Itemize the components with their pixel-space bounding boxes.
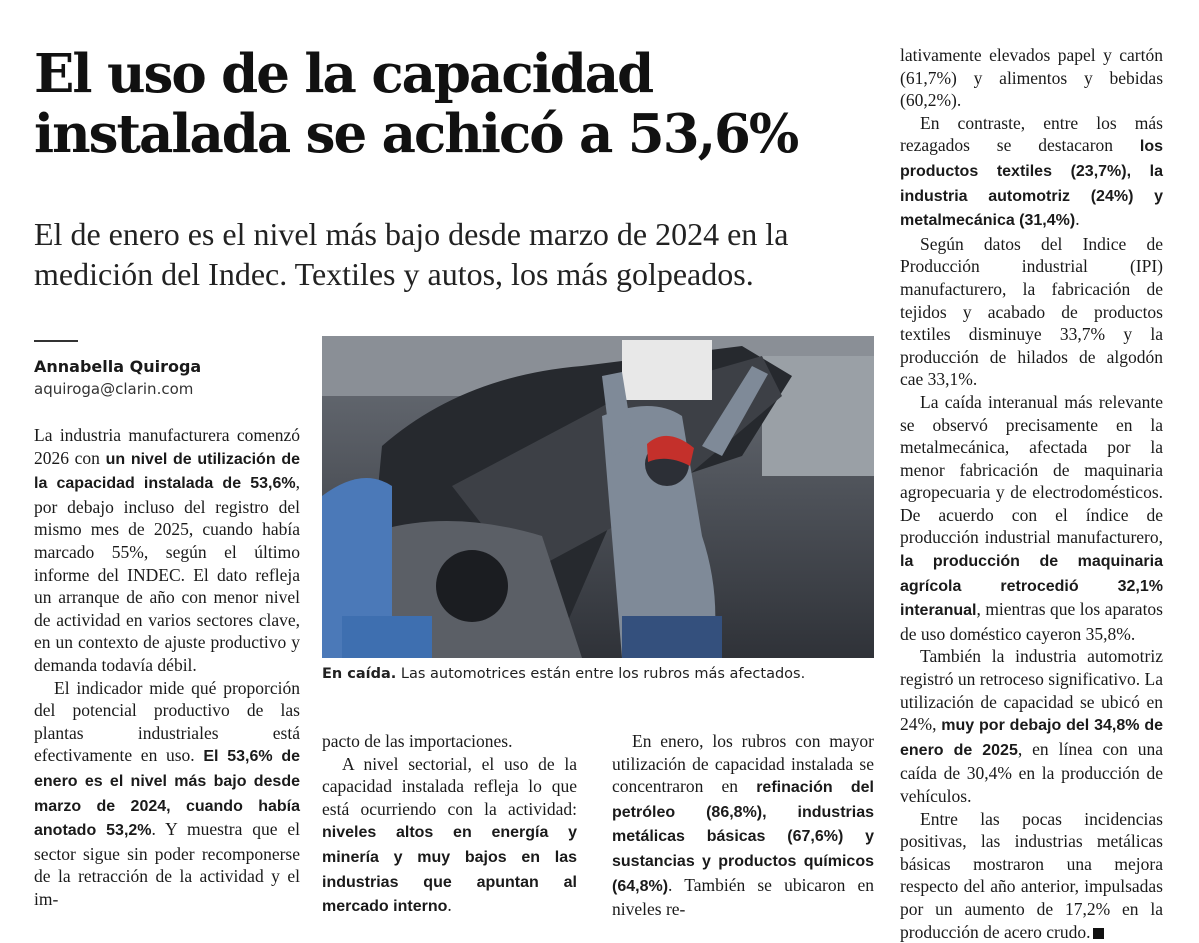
text-run: pacto de las importaciones. [322,731,513,751]
article-column-1 [34,424,300,910]
text-run: La caída interanual más relevante se observó precisamente en la metalmecánica, afectada por la menor fabricación de maquinaria agropecuaria y de electrodomésticos. De acuerdo con el índice de producción industrial manufacturero, [900,391,1163,548]
text-run: Entre las pocas incidencias positivas, las industrias metálicas básicas mostraron una mejora respecto del año anterior, impulsadas por un aumento de 17,2% en la producción de acero crudo. [900,808,1163,942]
bold-text: niveles altos en energía y minería y muy bajos en las industrias que apuntan al mercado interno [322,824,577,916]
headline: El uso de la capacidad instalada se achicó a 53,6% [34,43,798,165]
factory-photo [322,336,874,658]
text-run: En enero, los rubros con mayor utilización de capacidad instalada se concentraron en [612,731,874,797]
bold-text: los productos textiles (23,7%), la industria automotriz (24%) y metalmecánica (31,4%) [900,138,1163,230]
text-run: , por debajo incluso del registro del mismo mes de 2025, cuando había marcado 55%, según el último informe del INDEC. El dato refleja un arranque de año con menor nivel de actividad en varios sectores clave, en un contexto de ajuste productivo y demanda todavía débil. [34,472,300,675]
author-email[interactable]: aquiroga@clarin.com [34,380,194,398]
bold-text: la producción de maquinaria agrícola retrocedió 32,1% interanual [900,553,1163,620]
paragraph [900,233,1163,391]
text-run: También la industria automotriz registró un retroceso significativo. La utilización de capacidad se ubicó en 24%, [900,646,1163,735]
text-run: . Y muestra que el sector sigue sin poder recomponerse de la retracción de la actividad y el im- [34,819,301,909]
bold-text: muy por debajo del 34,8% de enero de 2025 [900,717,1164,759]
photo-caption [322,664,874,684]
text-run: La industria manufacturera comenzó 2026 con [34,425,300,468]
article-column-4 [900,44,1163,943]
text-run: En contraste, entre los más rezagados se destacaron [900,112,1163,156]
paragraph [322,753,577,919]
bold-text: refinación del petróleo (86,8%), industrias metálicas básicas (67,6%) y sustancias y productos químicos (64,8%) [612,779,874,895]
text-run: , en línea con una caída de 30,4% en la producción de vehículos. [900,738,1163,806]
paragraph [322,730,577,753]
byline-divider [34,340,78,342]
author-name: Annabella Quiroga [34,357,202,376]
text-run: . También se ubicaron en niveles re- [612,874,874,920]
end-of-article-mark [1093,928,1104,939]
paragraph [900,808,1163,943]
text-run: , mientras que los aparatos de uso doméstico cayeron 35,8%. [900,599,1163,644]
paragraph [900,645,1163,807]
caption-text: Las automotrices están entre los rubros más afectados. [396,666,806,682]
text-run: . [1075,209,1080,230]
paragraph [900,391,1163,646]
caption-lead: En caída. [322,666,397,682]
bold-text: El 53,6% de enero es el nivel más bajo desde marzo de 2024, cuando había anotado 53,2% [34,748,300,840]
paragraph [900,112,1163,233]
paragraph [612,730,874,921]
text-run: . [447,895,452,916]
photo-illustration [322,336,874,658]
paragraph [34,677,300,911]
byline [34,356,304,400]
article-column-3 [612,730,874,921]
subheadline: El de enero es el nivel más bajo desde marzo de 2024 en la medición del Indec. Textiles y autos, los más golpeados. [34,216,789,292]
text-run: A nivel sectorial, el uso de la capacidad instalada refleja lo que está ocurriendo con la actividad: [322,753,577,819]
paragraph [34,424,300,677]
text-run: lativamente elevados papel y cartón (61,7%) y alimentos y bebidas (60,2%). [900,45,1163,111]
text-run: El indicador mide qué proporción del potencial productivo de las plantas industriales está efectivamente en uso. [34,677,300,766]
paragraph [900,44,1163,112]
article-column-2 [322,730,577,919]
bold-text: un nivel de utilización de la capacidad instalada de 53,6% [34,450,300,493]
text-run: Según datos del Indice de Producción industrial (IPI) manufacturero, la fabricación de tejidos y acabado de productos textiles disminuye 33,7% y la producción de hilados de algodón cae 33,1%. [900,233,1163,390]
